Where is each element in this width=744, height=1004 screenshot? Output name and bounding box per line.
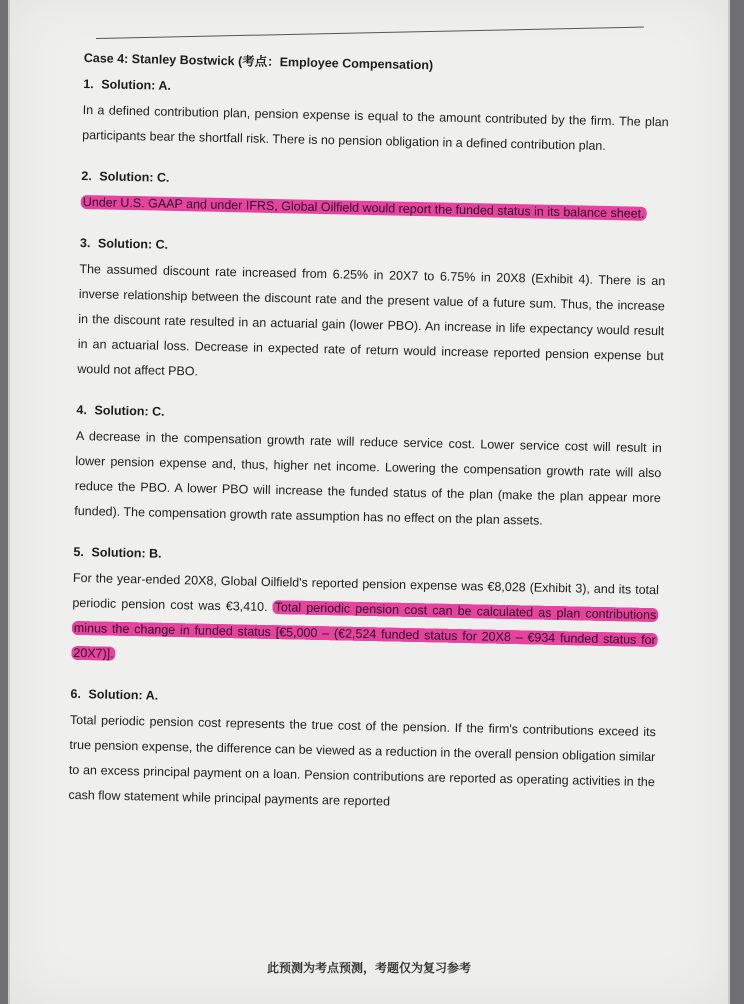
solution-heading: 6. Solution: A. <box>70 686 159 703</box>
solution-text: A decrease in the compensation growth rate will reduce service cost. Lower service cost will result in lower pension expense and, thus, higher net income. Lowering the compensation growth rate will also reduce the PBO. A lower PBO will increase the funded status of the plan (make the plan appear more funded). The compensation growth rate assumption has no effect on the plan assets. <box>74 428 662 528</box>
solution-heading: 5. Solution: B. <box>73 544 162 561</box>
solution-text: The assumed discount rate increased from 6.25% in 20X7 to 6.75% in 20X8 (Exhibit 4). There is an inverse relationship between the discount rate and the present value of a future sum. Thus, the increase in the discount rate resulted in an actuarial gain (lower PBO). An increase in life expectancy would result in an actuarial loss. Decrease in expected rate of return would increase reported pension expense but would not affect PBO. <box>77 261 666 379</box>
solution-text: For the year-ended 20X8, Global Oilfield's reported pension expense was €8,028 (Exhibit 3), and its total periodic pension cost was €3,410. Total periodic pension cost can be calculated as plan contributions minus the change in funded status [€5,000 – (€2,524 funded status for 20X8 – €934 funded status for 20X7)]. <box>72 570 659 661</box>
solution-text <box>81 190 667 227</box>
highlighted-text: Total periodic pension cost can be calculated as plan contributions minus the change in funded status [€5,000 – (€2,524 funded status for 20X8 – €934 funded status for 20X7)]. <box>73 600 657 661</box>
solution-heading: 1. Solution: A. <box>83 76 172 93</box>
solution-text: Total periodic pension cost represents the true cost of the pension. If the firm's contributions exceed its true pension expense, the difference can be viewed as a reduction in the overall pension obligation similar to an excess principal payment on a loan. Pension contributions are reported as operating activities in the cash flow statement while principal payments are reported <box>68 712 656 809</box>
document-body <box>68 50 670 840</box>
solution-heading: 3. Solution: C. <box>79 235 169 252</box>
page-footer: 此预测为考点预测，考题仅为复习参考 <box>266 961 471 975</box>
header-rule <box>96 27 644 39</box>
solution-heading: 2. Solution: C. <box>81 168 170 185</box>
case-title: Case 4: Stanley Bostwick (考点：Employee Compensation) <box>83 50 434 73</box>
solution-text: In a defined contribution plan, pension expense is equal to the amount contributed by the firm. The plan participants bear the shortfall risk. There is no pension obligation in a defined contribution plan. <box>82 102 669 153</box>
highlighted-text: Under U.S. GAAP and under IFRS, Global Oilfield would report the funded status in its balance sheet. <box>82 195 645 221</box>
document-page <box>8 0 730 1004</box>
solution-heading: 4. Solution: C. <box>76 402 165 419</box>
